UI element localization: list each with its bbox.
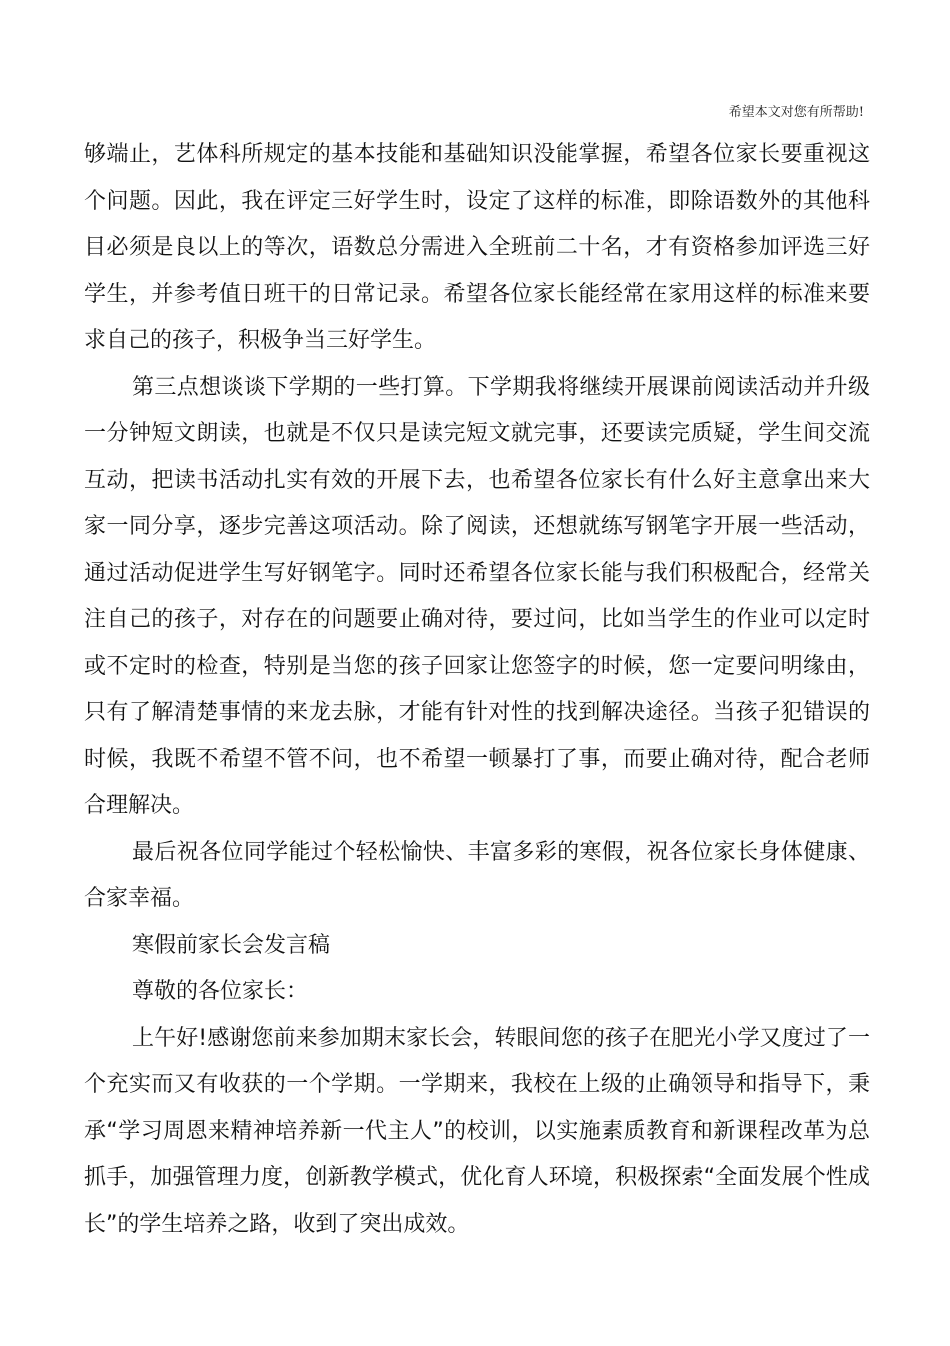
salutation: 尊敬的各位家长： [132, 979, 309, 1004]
document-body [84, 132, 870, 1248]
section-title: 寒假前家长会发言稿 [132, 932, 331, 958]
paragraph-closing-wishes: 最后祝各位同学能过个轻松愉快、丰富多彩的寒假，祝各位家长身体健康、合家幸福。 [84, 839, 870, 911]
header-note: 希望本文对您有所帮助! [728, 105, 864, 120]
paragraph-greeting: 上午好!感谢您前来参加期末家长会，转眼间您的孩子在肥光小学又度过了一个充实而又有收获的一个学期。一学期来，我校在上级的止确领导和指导下，秉承“学习周恩来精神培养新一代主人”的校训，以实施素质教育和新课程改革为总抓手，加强管理力度，创新教学模式，优化育人环境，积极探索“全面发展个性成长”的学生培养之路，收到了突出成效。 [84, 1025, 870, 1237]
paragraph-continuation: 够端止，艺体科所规定的基本技能和基础知识没能掌握，希望各位家长要重视这个问题。因此，我在评定三好学生时，设定了这样的标准，即除语数外的其他科目必须是良以上的等次，语数总分需进入全班前二十名，才有资格参加评选三好学生，并参考值日班干的日常记录。希望各位家长能经常在家用这样的标准来要求自己的孩子，积极争当三好学生。 [84, 142, 870, 353]
paragraph-next-term-plans: 第三点想谈谈下学期的一些打算。下学期我将继续开展课前阅读活动并升级一分钟短文朗读，也就是不仅只是读完短文就完事，还要读完质疑，学生间交流互动，把读书活动扎实有效的开展下去，也希望各位家长有什么好主意拿出来大家一同分享，逐步完善这项活动。除了阅读，还想就练写钢笔字开展一些活动，通过活动促进学生写好钢笔字。同时还希望各位家长能与我们积极配合，经常关注自己的孩子，对存在的问题要止确对待，要过问，比如当学生的作业可以定时或不定时的检查，特别是当您的孩子回家让您签字的时候，您一定要问明缘由，只有了解清楚事情的来龙去脉，才能有针对性的找到解决途径。当孩子犯错误的时候，我既不希望不管不问，也不希望一顿暴打了事，而要止确对待，配合老师合理解决。 [84, 374, 870, 818]
